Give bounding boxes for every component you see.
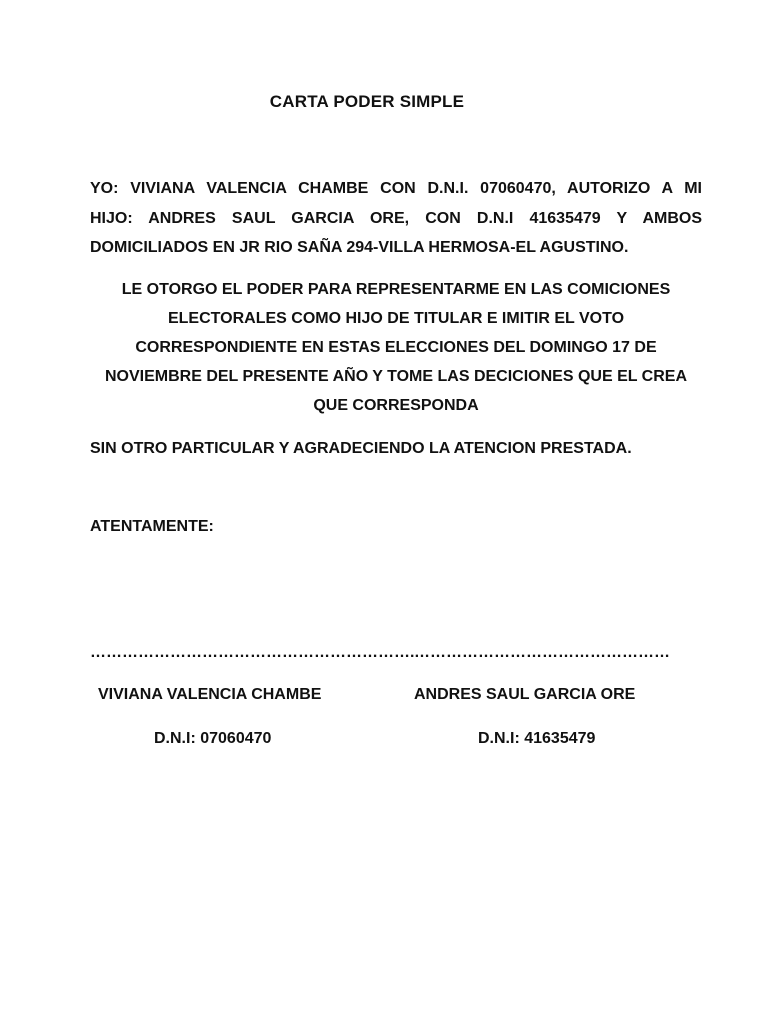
closing-text: ATENTAMENTE: [90,518,214,535]
signature-line-left: ……………………………………………………. [90,644,415,661]
thanks-paragraph: SIN OTRO PARTICULAR Y AGRADECIENDO LA ATENCION PRESTADA. [90,440,632,457]
authorization-line-1: YO: VIVIANA VALENCIA CHAMBE CON D.N.I. 07060470, AUTORIZO A MI [90,180,702,197]
authorization-line-2: HIJO: ANDRES SAUL GARCIA ORE, CON D.N.I 41635479 Y AMBOS [90,209,702,227]
signer-dni-right: D.N.I: 41635479 [478,730,596,747]
document-title: CARTA PODER SIMPLE [269,92,465,111]
signer-name-left: VIVIANA VALENCIA CHAMBE [98,686,322,703]
signer-name-right: ANDRES SAUL GARCIA ORE [414,686,636,703]
authorization-paragraph [90,174,702,263]
authorization-line-3: DOMICILIADOS EN JR RIO SAÑA 294-VILLA HERMOSA-EL AGUSTINO. [90,239,629,256]
signer-dni-left: D.N.I: 07060470 [154,730,272,747]
power-grant-paragraph: LE OTORGO EL PODER PARA REPRESENTARME EN LAS COMICIONES ELECTORALES COMO HIJO DE TITULAR E IMITIR EL VOTO CORRESPONDIENTE EN ESTAS ELECCIONES DEL DOMINGO 17 DE NOVIEMBRE DEL PRESENTE AÑO Y TOME LAS DECICIONES QUE EL CREA QUE CORRESPONDA [104,281,688,414]
signature-line-right: ………………………………………… [414,644,670,661]
